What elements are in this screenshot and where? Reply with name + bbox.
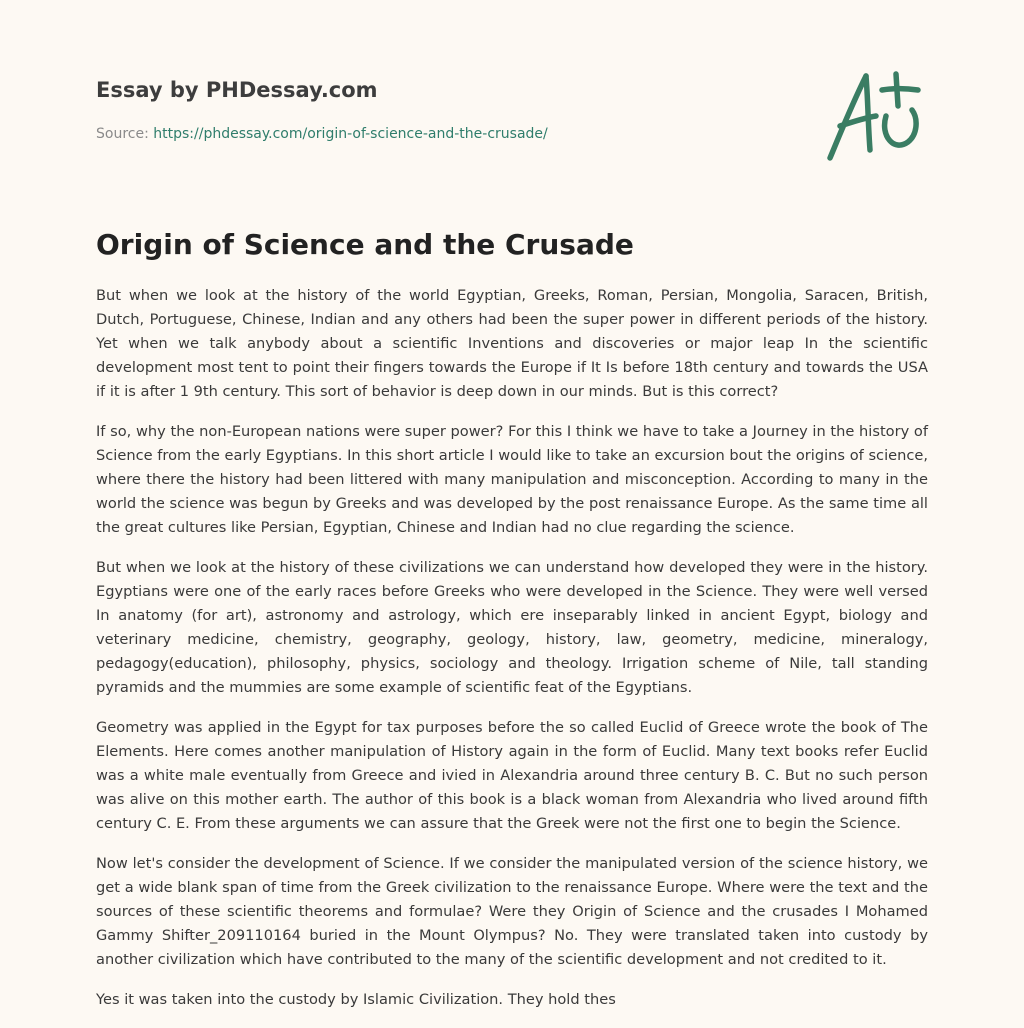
source-link[interactable]: https://phdessay.com/origin-of-science-and-the-crusade/ bbox=[153, 126, 548, 142]
paragraph: Now let's consider the development of Science. If we consider the manipulated version of the science history, we get a wide blank span of time from the Greek civilization to the renaissance Europe. Where were the text and the sources of these scientific theorems and formulae? Were they Origin of Science and the crusades I Mohamed Gammy Shifter_209110164 buried in the Mount Olympus? No. They were translated taken into custody by another civilization which have contributed to the many of the scientific development and not credited to it. bbox=[96, 855, 928, 968]
article-body bbox=[96, 284, 928, 1028]
paragraph: Geometry was applied in the Egypt for tax purposes before the so called Euclid of Greece wrote the book of The Elements. Here comes another manipulation of History again in the form of Euclid. Many text books refer Euclid was a white male eventually from Greece and ivied in Alexandria around three century B. C. But no such person was alive on this mother earth. The author of this book is a black woman from Alexandria who lived around fifth century C. E. From these arguments we can assure that the Greek were not the first one to begin the Science. bbox=[96, 719, 928, 832]
source-label: Source: bbox=[96, 126, 154, 142]
source-line bbox=[96, 124, 548, 144]
brand-title: Essay by PHDessay.com bbox=[96, 78, 378, 102]
paragraph: But when we look at the history of these civilizations we can understand how developed they were in the history. Egyptians were one of the early races before Greeks who were developed in the Science. They were well versed In anatomy (for art), astronomy and astrology, which ere inseparably linked in ancient Egypt, biology and veterinary medicine, chemistry, geography, geology, history, law, geometry, medicine, mineralogy, pedagogy(education), philosophy, physics, sociology and theology. Irrigation scheme of Nile, tall standing pyramids and the mummies are some example of scientific feat of the Egyptians. bbox=[96, 559, 928, 696]
paragraph: If so, why the non-European nations were super power? For this I think we have to take a Journey in the history of Science from the early Egyptians. In this short article I would like to take an excursion bout the origins of science, where there the history had been littered with many manipulation and misconception. According to many in the world the science was begun by Greeks and was developed by the post renaissance Europe. As the same time all the great cultures like Persian, Egyptian, Chinese and Indian had no clue regarding the science. bbox=[96, 423, 928, 536]
paragraph: But when we look at the history of the world Egyptian, Greeks, Roman, Persian, Mongolia, Saracen, British, Dutch, Portuguese, Chinese, Indian and any others had been the super power in different periods of the history. Yet when we talk anybody about a scientific Inventions and discoveries or major leap In the scientific development most tent to point their fingers towards the Europe if It Is before 18th century and towards the USA if it is after 1 9th century. This sort of behavior is deep down in our minds. But is this correct? bbox=[96, 287, 928, 400]
document-header bbox=[96, 76, 796, 142]
article-title: Origin of Science and the Crusade bbox=[96, 228, 634, 261]
paragraph: Yes it was taken into the custody by Islamic Civilization. They hold thes bbox=[96, 991, 616, 1008]
a-plus-grade-icon bbox=[822, 66, 934, 166]
